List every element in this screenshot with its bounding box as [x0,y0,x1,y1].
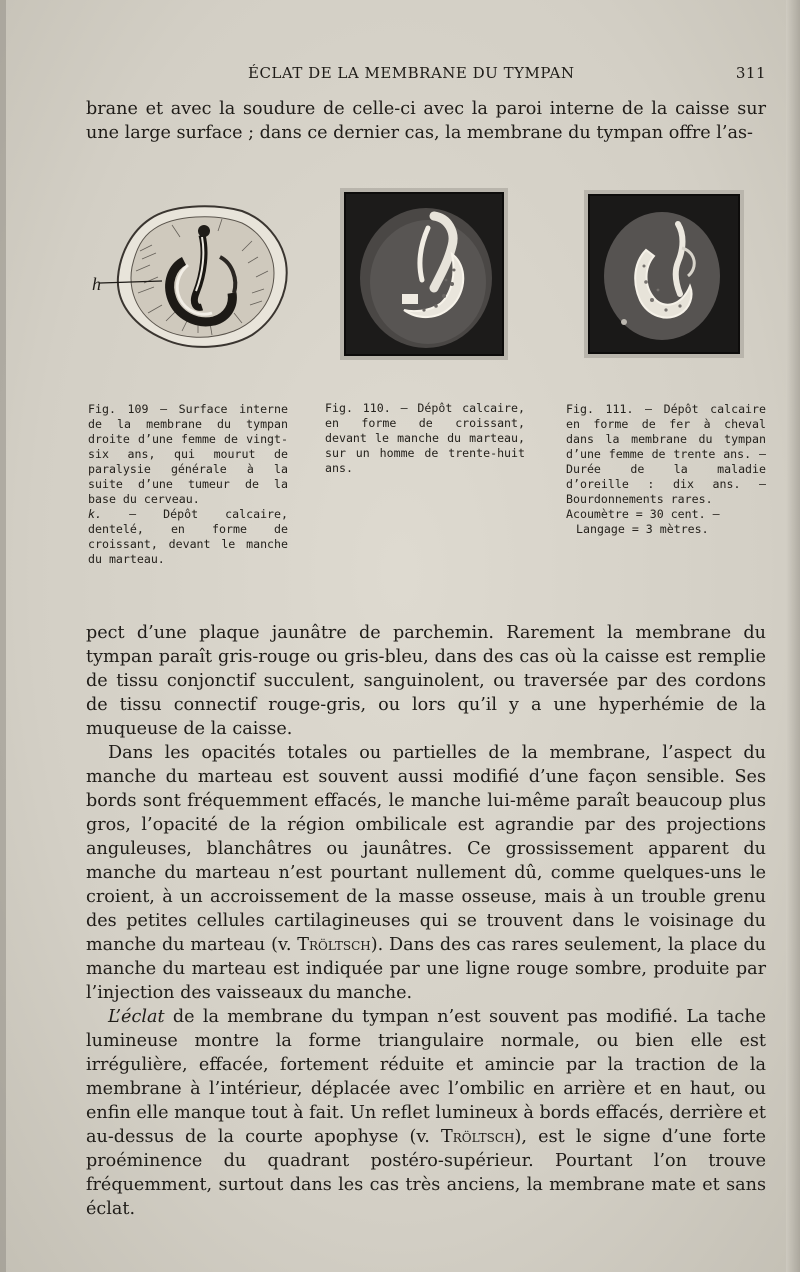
figure-109-image [92,201,292,351]
paragraph-2-part-b: ). Dans des cas rares seulement, la place du manche du marteau est indiquée par une ligne rouge sombre, produite par l’injection des vaisseaux du manche. [86,935,766,1003]
intro-text: brane et avec la soudure de celle-ci avec la paroi interne de la caisse sur une large surface ; dans ce dernier cas, la membrane du tympan offre l’as- [86,99,766,143]
figure-111-acoumetre: Acoumètre = 30 cent. — [566,507,720,521]
page-edge-left [0,0,6,1272]
figure-109-caption: Fig. 109 — Surface interne de la membrane du tympan droite d’une femme de vingt-six ans, qui mourut de paralysie générale à la suite d’une tumeur de la base du cerveau. [88,402,288,506]
figure-111-caption-block [566,402,766,537]
figure-109-label: h [92,274,101,294]
paragraph-2 [86,741,766,1005]
running-title: ÉCLAT DE LA MEMBRANE DU TYMPAN [248,64,575,82]
figure-109-note: — Dépôt calcaire, dentelé, en forme de croissant, devant le manche du marteau. [88,507,288,566]
figure-111-image [584,190,744,358]
figure-109-caption-block [88,402,288,567]
paragraph-3-italic: L’éclat [108,1007,165,1027]
paragraph-3 [86,1005,766,1221]
figure-110-caption: Fig. 110. — Dépôt calcaire, en forme de croissant, devant le manche du marteau, sur un homme de trente-huit ans. [325,401,525,475]
author-troltsch-2: Tröltsch [441,1127,515,1147]
paragraph-3-part-a: de la membrane du tympan n’est souvent pas modifié. La tache lumineuse montre la forme triangulaire normale, ou bien elle est irrégulière, effacée, fortement réduite et amincie par la traction de la membrane à l’intérieur, déplacée avec l’ombilic en arrière et en haut, ou enfin elle manque tout à fait. Un reflet lumineux à bords effacés, derrière et au-dessus de la courte apophyse (v. [86,1007,766,1147]
figure-110-caption-block [325,401,525,476]
figure-109-note-key: k. [88,507,102,521]
paragraph-1: pect d’une plaque jaunâtre de parchemin. Rarement la membrane du tympan paraît gris-rouge ou gris-bleu, dans des cas où la caisse est remplie de tissu conjonctif succulent, sanguinolent, ou traversée par des cordons de tissu connectif rouge-gris, ou lors qu’il y a une hyperhémie de la muqueuse de la caisse. [86,623,766,739]
intro-paragraph [86,97,766,145]
paragraph-2-part-a: Dans les opacités totales ou partielles de la membrane, l’aspect du manche du marteau est souvent aussi modifié d’une façon sensible. Ses bords sont fréquemment effacés, le manche lui-même paraît beaucoup plus gros, l’opacité de la région ombilicale est agrandie par des projections anguleuses, blanchâtres ou jaunâtres. Ce grossissement apparent du manche du marteau n’est pourtant nullement dû, comme quelques-uns le croient, à un accroissement de la masse osseuse, mais à un trouble grenu des petites cellules cartilagineuses qui se trouvent dans le voisinage du manche du marteau (v. [86,743,766,955]
page-number: 311 [735,64,766,82]
main-text [86,621,766,1221]
running-header [86,64,766,86]
figure-111-caption: Fig. 111. — Dépôt calcaire en forme de fer à cheval dans la membrane du tympan d’une femme de trente ans. — Durée de la maladie d’oreille : dix ans. — Bourdonnements rares. [566,402,766,506]
paragraph-3-part-b: ), est le signe d’une forte proéminence du quadrant postéro-supérieur. Pourtant l’on trouve fréquemment, surtout dans les cas très anciens, la membrane mate et sans éclat. [86,1127,767,1219]
author-troltsch-1: Tröltsch [297,935,371,955]
figure-111-langage: Langage = 3 mètres. [576,522,709,536]
figure-110-image [340,188,508,360]
page-edge-right [786,0,800,1272]
